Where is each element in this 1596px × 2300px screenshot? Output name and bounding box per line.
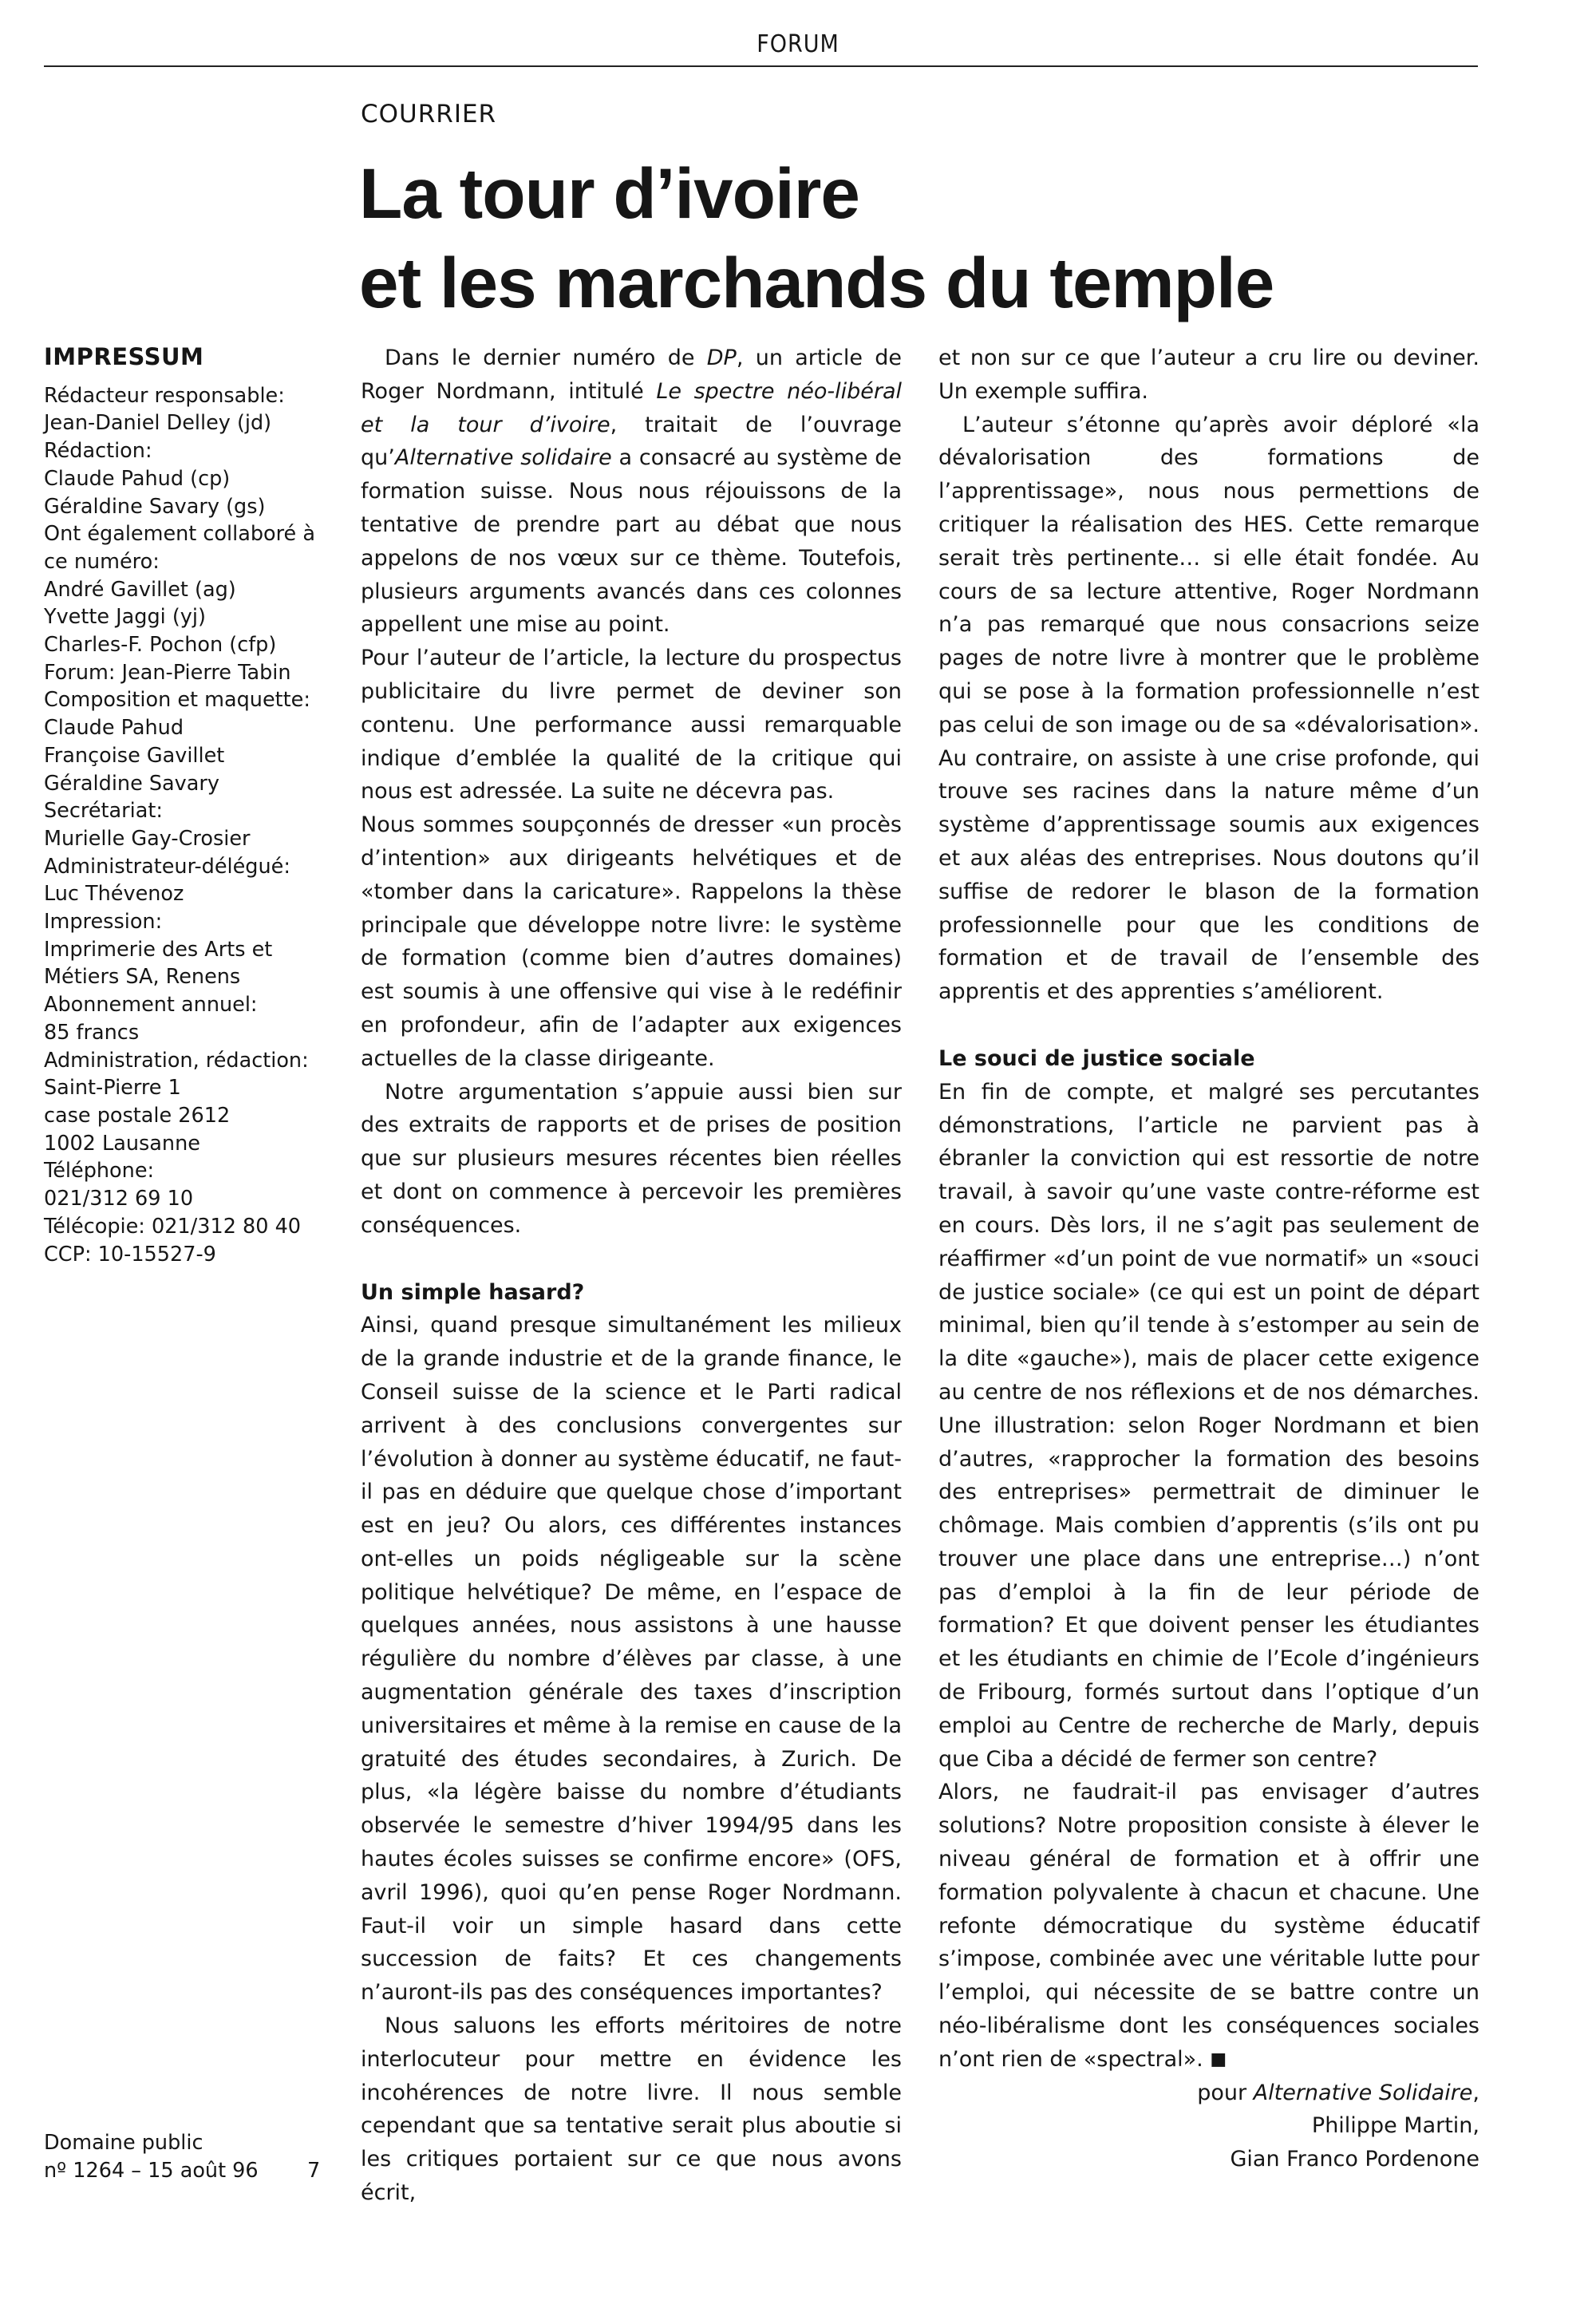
impressum-line: Secrétariat: bbox=[44, 799, 163, 824]
impressum-line: André Gavillet (ag) bbox=[44, 577, 236, 602]
section-header: FORUM bbox=[757, 30, 839, 58]
article-title-line-2: et les marchands du temple bbox=[359, 243, 1274, 322]
impressum-line: Yvette Jaggi (yj) bbox=[44, 605, 206, 630]
impressum-line: case postale 2612 bbox=[44, 1103, 231, 1128]
impressum-line: Télécopie: 021/312 80 40 bbox=[44, 1214, 302, 1239]
article-column-1 bbox=[361, 342, 902, 2210]
impressum-line: Saint-Pierre 1 bbox=[44, 1076, 181, 1101]
paragraph: Nous sommes soupçonnés de dresser «un procès d’intention» aux dirigeants helvétiques et de «tomber dans la caricature». Rappelons la thèse principale que développe notre livre: le système de formation (comme bien d’autres domaines) est soumis à une offensive qui vise à le redéfinir en profondeur, afin de l’adapter aux exigences actuelles de la classe dirigeante. bbox=[361, 812, 902, 1071]
article-title bbox=[359, 148, 1460, 327]
page-number: 7 bbox=[307, 2159, 321, 2183]
signature-author: Philippe Martin, bbox=[1311, 2113, 1479, 2139]
impressum-line: Rédaction: bbox=[44, 439, 152, 464]
impressum-line: Imprimerie des Arts et bbox=[44, 937, 273, 962]
impressum-line: Rédacteur responsable: bbox=[44, 383, 285, 408]
impressum-line: Abonnement annuel: bbox=[44, 993, 258, 1018]
subheading: Un simple hasard? bbox=[361, 1279, 585, 1305]
text-run: , un article de Roger Nordmann, intitulé bbox=[361, 346, 903, 404]
impressum-line: Luc Thévenoz bbox=[44, 882, 184, 907]
paragraph: Notre argumentation s’appuie aussi bien sur des extraits de rapports et de prises de position que sur plusieurs mesures récentes bien réelles et dont on commence à percevoir les premières conséquences. bbox=[361, 1079, 902, 1238]
paragraph: Nous saluons les efforts méritoires de notre interlocuteur pour mettre en évidence les incohérences de notre livre. Il nous semble cependant que sa tentative serait plus aboutie si les critiques portaient sur ce que nous avons écrit, bbox=[361, 2013, 902, 2206]
impressum-line: Métiers SA, Renens bbox=[44, 965, 241, 990]
paragraph: En fin de compte, et malgré ses percutantes démonstrations, l’article ne parvient pas à ébranler la conviction qui est ressortie de notre travail, à savoir qu’une vaste contre-réforme est en cours. Dès lors, il ne s’agit pas seulement de réaffirmer «d’un point de vue normatif» un «souci de justice sociale» (ce qui est un point de départ minimal, bien qu’il tende à s’estomper au sein de la dite «gauche»), mais de placer cette exigence au centre de nos réflexions et de nos démarches. Une illustration: selon Roger Nordmann et bien d’autres, «rapprocher la formation des besoins des entreprises» permettrait de diminuer le chômage. Mais combien d’apprentis (s’ils ont pu trouver une place dans une entreprise…) n’ont pas d’emploi à la fin de leur période de formation? Et que doivent penser les étudiantes et les étudiants en chimie de l’Ecole d’ingénieurs de Fribourg, formés surtout dans l’optique d’un emploi au Centre de recherche de Marly, depuis que Ciba a décidé de fermer son centre? bbox=[938, 1079, 1479, 1772]
impressum-line: Forum: Jean-Pierre Tabin bbox=[44, 660, 291, 685]
impressum-line: CCP: 10-15527-9 bbox=[44, 1242, 216, 1267]
article-title-line-1: La tour d’ivoire bbox=[359, 153, 859, 233]
text-run: Alors, ne faudrait-il pas envisager d’autres solutions? Notre proposition consiste à élever le niveau général de formation et à offrir une formation polyvalente à chacun et chacune. Une refonte démocratique du système éducatif s’impose, combinée avec une véritable lutte pour l’emploi, qui nécessite de se battre contre un néo-libéralisme dont les conséquences sociales n’ont rien de «spectral». bbox=[938, 1780, 1479, 2072]
impressum-line: Murielle Gay-Crosier bbox=[44, 826, 251, 851]
book-ref: Alternative solidaire bbox=[394, 445, 612, 471]
impressum-line: Composition et maquette: bbox=[44, 688, 310, 713]
signature-organization-line bbox=[938, 2077, 1479, 2110]
impressum-line: Géraldine Savary (gs) bbox=[44, 494, 266, 519]
impressum-line: Administrateur-délégué: bbox=[44, 854, 290, 879]
impressum-line: ce numéro: bbox=[44, 549, 160, 574]
article-ref: Le spectre néo-libéral et la tour d’ivoire bbox=[361, 378, 902, 437]
impressum-line: Impression: bbox=[44, 910, 163, 935]
signature bbox=[938, 2077, 1479, 2176]
impressum-lines bbox=[44, 382, 331, 1269]
end-mark-icon: ■ bbox=[1210, 2049, 1227, 2069]
impressum-line: 85 francs bbox=[44, 1020, 140, 1045]
impressum-line: Téléphone: bbox=[44, 1159, 155, 1184]
header-rule bbox=[44, 65, 1478, 67]
impressum-line: Claude Pahud (cp) bbox=[44, 466, 231, 491]
publication-name: Domaine public bbox=[44, 2131, 203, 2155]
article-kicker: COURRIER bbox=[361, 100, 497, 128]
impressum bbox=[44, 343, 331, 1268]
paragraph bbox=[938, 1776, 1479, 2076]
paragraph: Ainsi, quand presque simultanément les milieux de la grande industrie et de la grande finance, le Conseil suisse de la science et le Parti radical arrivent à des conclusions convergentes sur l’évolution à donner au système éducatif, ne faut-il pas en déduire que quelque chose d’important est en jeu? Ou alors, ces différentes instances ont-elles un poids négligeable sur la scène politique helvétique? De même, en l’espace de quelques années, nous assistons à une hausse régulière du nombre d’élèves par classe, à une augmentation générale des taxes d’inscription universitaires et même à la remise en cause de la gratuité des études secondaires, à Zurich. De plus, «la légère baisse du nombre d’étudiants observée le semestre d’hiver 1994/95 dans les hautes écoles suisses se confirme encore» (OFS, avril 1996), quoi qu’en pense Roger Nordmann. Faut-il voir un simple hasard dans cette succession de faits? Et ces changements n’auront-ils pas des conséquences importantes? bbox=[361, 1313, 902, 2006]
article-column-2 bbox=[938, 342, 1479, 2176]
impressum-line: Charles-F. Pochon (cfp) bbox=[44, 633, 277, 658]
impressum-line: Jean-Daniel Delley (jd) bbox=[44, 411, 272, 436]
page-footer bbox=[44, 2129, 331, 2185]
impressum-line: 1002 Lausanne bbox=[44, 1131, 200, 1156]
subheading: Le souci de justice sociale bbox=[938, 1045, 1255, 1071]
publication-ref: DP bbox=[706, 346, 737, 370]
issue-info: nº 1264 – 15 août 96 bbox=[44, 2159, 259, 2183]
text-run: , traitait de l’ouvrage qu’ bbox=[361, 412, 902, 471]
organization-name: Alternative Solidaire bbox=[1253, 2080, 1473, 2105]
text-run: Dans le dernier numéro de bbox=[385, 346, 707, 370]
paragraph bbox=[361, 342, 902, 642]
paragraph: Pour l’auteur de l’article, la lecture du prospectus publicitaire du livre permet de deviner son contenu. Une performance aussi remarquable indique d’emblée la qualité de la critique qui nous est adressée. La suite ne décevra pas. bbox=[361, 646, 902, 804]
text-run: a consacré au système de formation suisse. Nous nous réjouissons de la tentative de prendre part au débat que nous appelons de nos vœux sur ce thème. Toutefois, plusieurs arguments avancés dans ces colonnes appellent une mise au point. bbox=[361, 445, 902, 638]
impressum-line: Claude Pahud bbox=[44, 716, 184, 741]
text-run: pour bbox=[1197, 2080, 1254, 2105]
paragraph: L’auteur s’étonne qu’après avoir déploré «la dévalorisation des formations de l’apprentissage», nous nous permettions de critiquer la réalisation des HES. Cette remarque serait très pertinente… si elle était fondée. Au cours de sa lecture attentive, Roger Nordmann n’a pas remarqué que nous consacrions seize pages de notre livre à montrer que le problème qui se pose à la formation professionnelle n’est pas celui de son image ou de sa «dévalorisation». Au contraire, on assiste à une crise profonde, qui trouve ses racines dans la nature même d’un système d’apprentissage soumis aux exigences et aux aléas des entreprises. Nous doutons qu’il suffise de redorer le blason de la formation professionnelle pour que les conditions de formation et de travail de l’ensemble des apprentis et des apprenties s’améliorent. bbox=[938, 412, 1479, 1005]
impressum-line: Géraldine Savary bbox=[44, 771, 219, 796]
paragraph: et non sur ce que l’auteur a cru lire ou deviner. Un exemple suffira. bbox=[938, 346, 1479, 404]
impressum-line: Ont également collaboré à bbox=[44, 522, 315, 547]
impressum-line: 021/312 69 10 bbox=[44, 1187, 194, 1211]
impressum-line: Administration, rédaction: bbox=[44, 1048, 309, 1073]
text-run: , bbox=[1472, 2080, 1479, 2105]
impressum-line: Françoise Gavillet bbox=[44, 743, 225, 768]
signature-author: Gian Franco Pordenone bbox=[1230, 2147, 1479, 2172]
impressum-heading: IMPRESSUM bbox=[44, 343, 204, 370]
